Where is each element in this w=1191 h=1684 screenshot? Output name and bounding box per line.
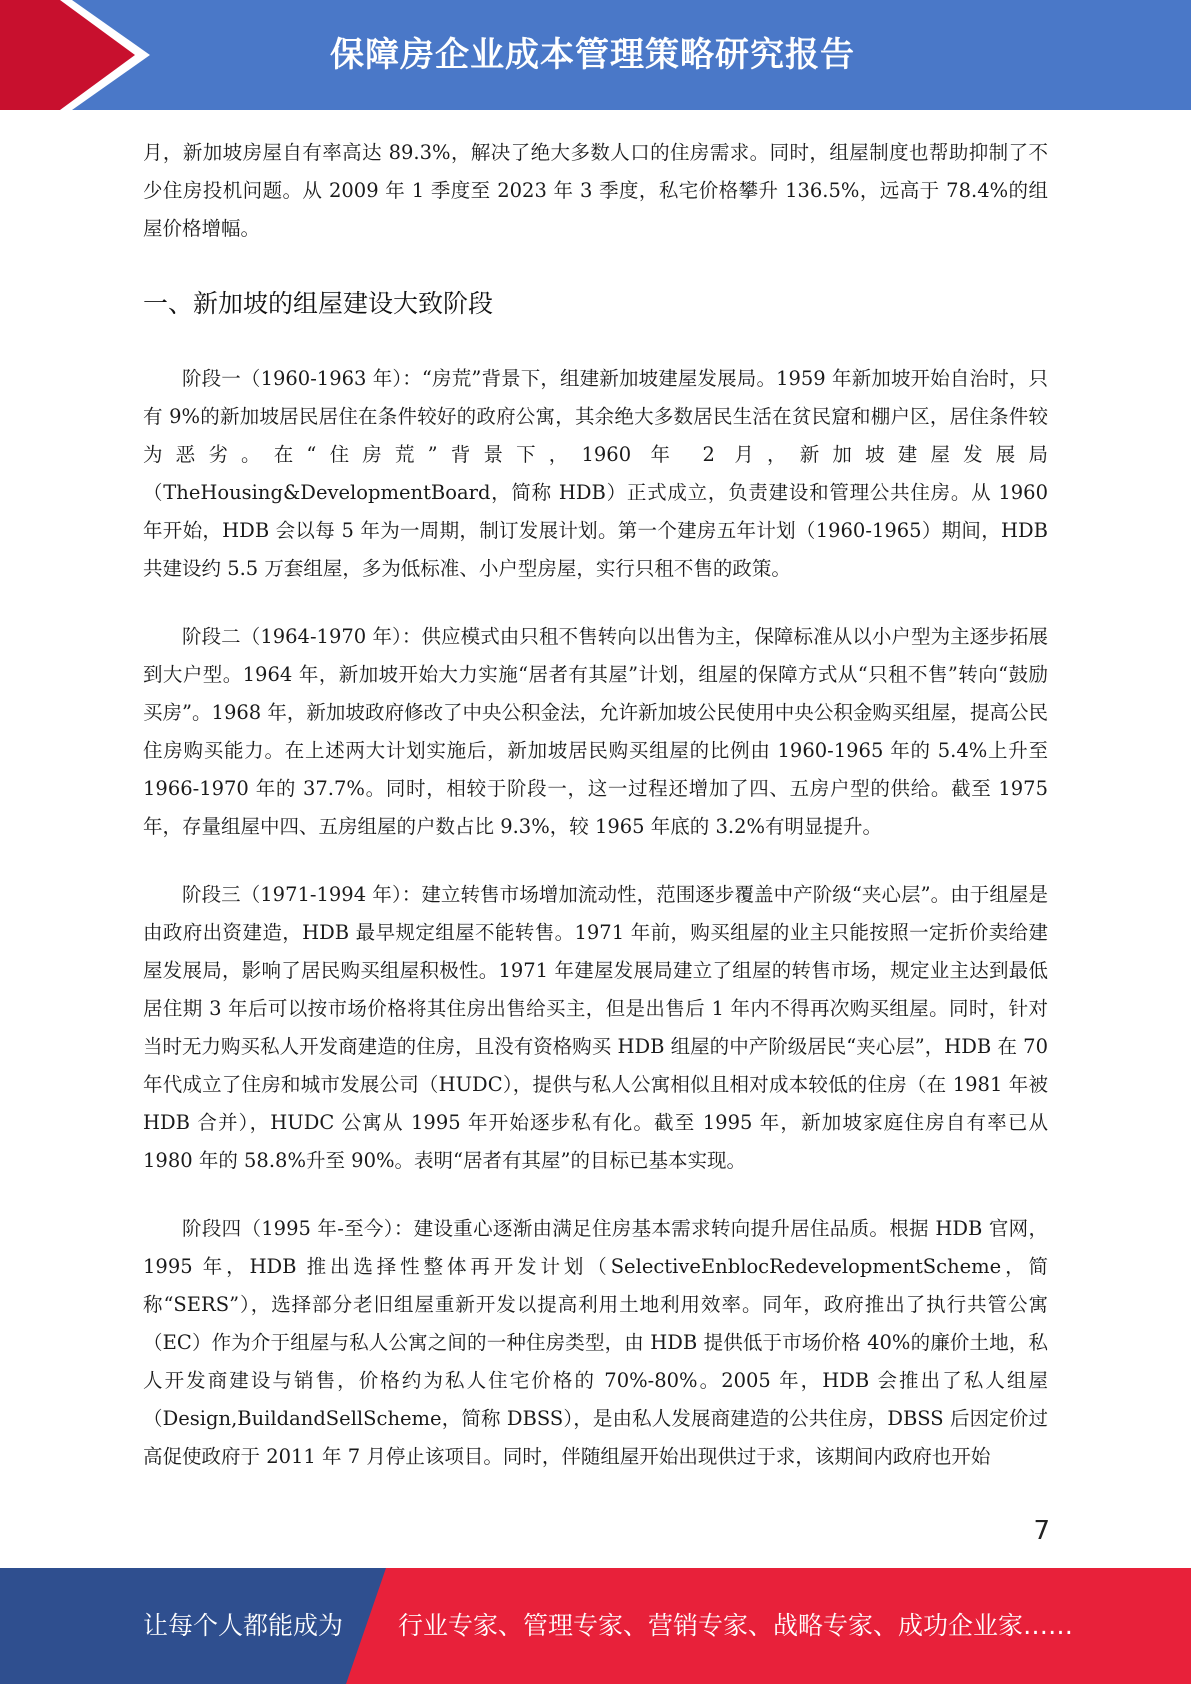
paragraph-stage-2: 阶段二（1964-1970 年）：供应模式由只租不售转向以出售为主，保障标准从以小户型为主逐步拓展到大户型。1964 年，新加坡开始大力实施“居者有其屋”计划，组屋的保障方式从“只租不售”转向“鼓励买房”。1968 年，新加坡政府修改了中央公积金法，允许新加坡公民使用中央公积金购买组屋，提高公民住房购买能力。在上述两大计划实施后，新加坡居民购买组屋的比例由 1960-1965 年的 5.4%上升至 1966-1970 年的 37.7%。同时，相较于阶段一，这一过程还增加了四、五房户型的供给。截至 1975 年，存量组屋中四、五房组屋的户数占比 9.3%，较 1965 年底的 3.2%有明显提升。 — [143, 625, 1048, 838]
page-header — [0, 0, 1191, 110]
page-number: 7 — [1033, 1516, 1050, 1546]
intro-paragraph: 月，新加坡房屋自有率高达 89.3%，解决了绝大多数人口的住房需求。同时，组屋制度也帮助抑制了不少住房投机问题。从 2009 年 1 季度至 2023 年 3 季度，私宅价格攀升 136.5%，远高于 78.4%的组屋价格增幅。 — [143, 141, 1048, 240]
document-body — [143, 134, 1048, 1476]
paragraph-stage-3: 阶段三（1971-1994 年）：建立转售市场增加流动性，范围逐步覆盖中产阶级“夹心层”。由于组屋是由政府出资建造，HDB 最早规定组屋不能转售。1971 年前，购买组屋的业主只能按照一定折价卖给建屋发展局，影响了居民购买组屋积极性。1971 年建屋发展局建立了组屋的转售市场，规定业主达到最低居住期 3 年后可以按市场价格将其住房出售给买主，但是出售后 1 年内不得再次购买组屋。同时，针对当时无力购买私人开发商建造的住房，且没有资格购买 HDB 组屋的中产阶级居民“夹心层”，HDB 在 70 年代成立了住房和城市发展公司（HUDC），提供与私人公寓相似且相对成本较低的住房（在 1981 年被 HDB 合并），HUDC 公寓从 1995 年开始逐步私有化。截至 1995 年，新加坡家庭住房自有率已从 1980 年的 58.8%升至 90%。表明“居者有其屋”的目标已基本实现。 — [143, 883, 1048, 1172]
page-footer — [0, 1568, 1191, 1684]
footer-slogan-right: 行业专家、管理专家、营销专家、战略专家、成功企业家…… — [398, 1611, 1074, 1640]
paragraph-stage-4: 阶段四（1995 年-至今）：建设重心逐渐由满足住房基本需求转向提升居住品质。根据 HDB 官网，1995 年，HDB 推出选择性整体再开发计划（SelectiveEnblocRedevelopmentScheme，简称“SERS”），选择部分老旧组屋重新开发以提高利用土地利用效率。同年，政府推出了执行共管公寓（EC）作为介于组屋与私人公寓之间的一种住房类型，由 HDB 提供低于市场价格 40%的廉价土地，私人开发商建设与销售，价格约为私人住宅价格的 70%-80%。2005 年，HDB 会推出了私人组屋（Design,BuildandSellScheme，简称 DBSS），是由私人发展商建造的公共住房，DBSS 后因定价过高促使政府于 2011 年 7 月停止该项目。同时，伴随组屋开始出现供过于求，该期间内政府也开始 — [143, 1217, 1048, 1468]
section-heading: 一、新加坡的组屋建设大致阶段 — [143, 289, 494, 318]
footer-slogan-left: 让每个人都能成为 — [143, 1611, 344, 1640]
paragraph-stage-1: 阶段一（1960-1963 年）：“房荒”背景下，组建新加坡建屋发展局。1959 年新加坡开始自治时，只有 9%的新加坡居民居住在条件较好的政府公寓，其余绝大多数居民生活在贫民窟和棚户区，居住条件较为恶劣。在“住房荒”背景下，1960 年 2 月，新加坡建屋发展局（TheHousing&DevelopmentBoard，简称 HDB）正式成立，负责建设和管理公共住房。从 1960 年开始，HDB 会以每 5 年为一周期，制订发展计划。第一个建房五年计划（1960-1965）期间，HDB 共建设约 5.5 万套组屋，多为低标准、小户型房屋，实行只租不售的政策。 — [143, 367, 1048, 580]
header-chevron-logo — [0, 0, 160, 110]
document-title: 保障房企业成本管理策略研究报告 — [330, 35, 855, 75]
